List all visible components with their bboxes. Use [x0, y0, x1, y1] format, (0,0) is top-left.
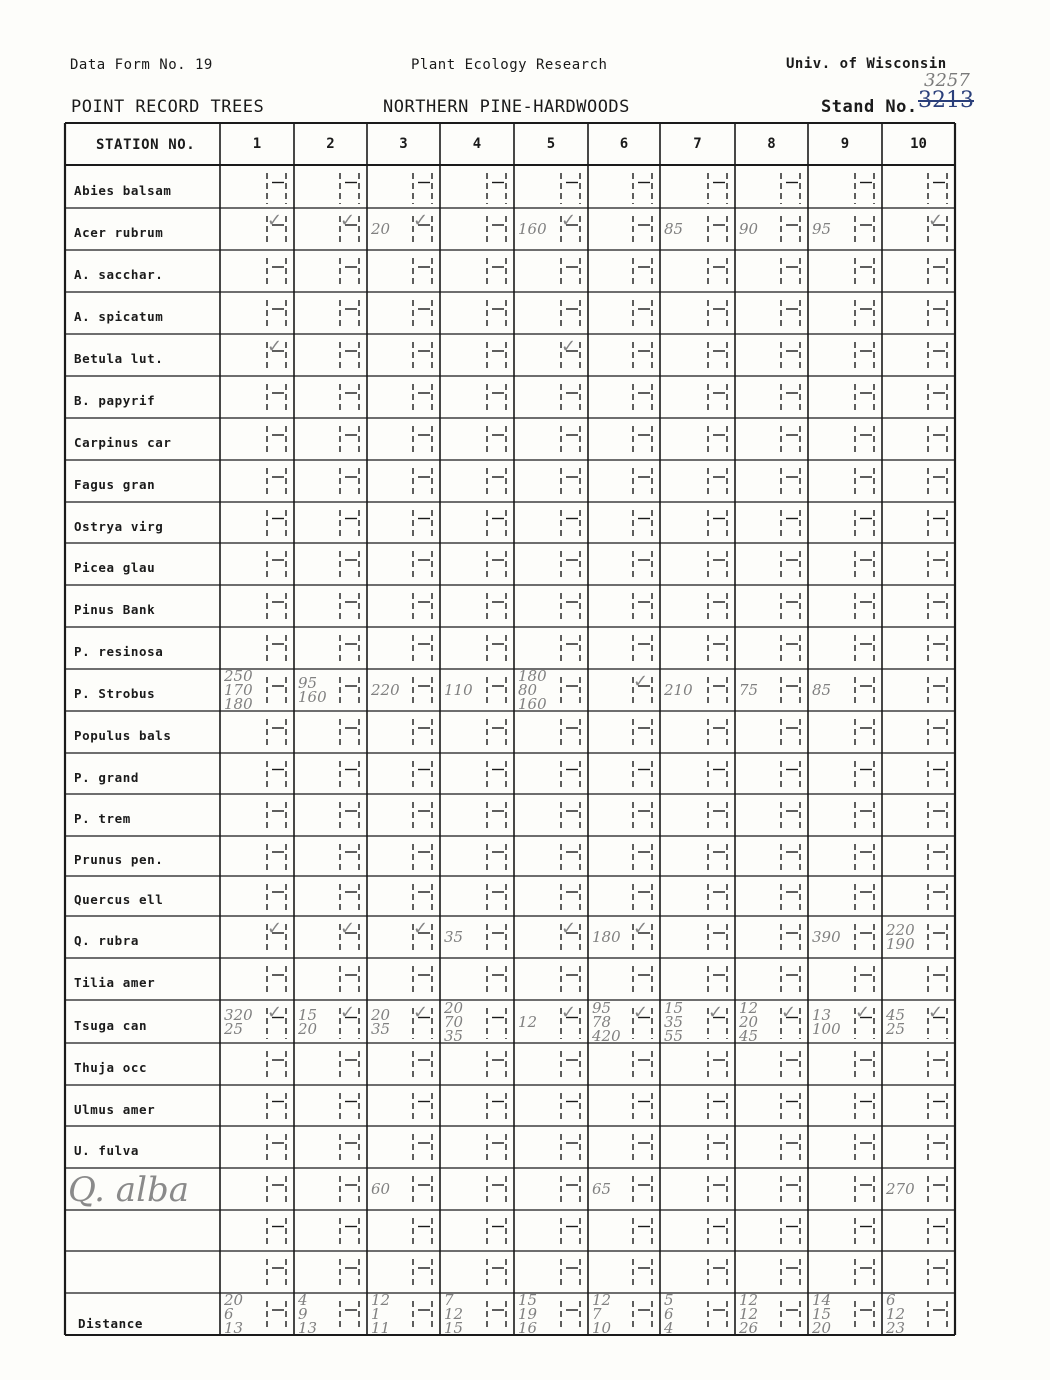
q-alba-entry: 270	[886, 1180, 915, 1198]
check-mark-icon: ✓	[340, 1002, 356, 1023]
p-strobus-entry: 95 160	[298, 674, 327, 706]
check-mark-icon: ✓	[561, 918, 577, 939]
q-rubra-entry: 390	[812, 928, 841, 946]
community-title: NORTHERN PINE-HARDWOODS	[383, 97, 630, 117]
distance-entry: 7 12 15	[444, 1291, 464, 1337]
check-mark-icon: ✓	[633, 671, 649, 692]
distance-entry: 4 9 13	[298, 1291, 318, 1337]
distance-entry: 14 15 20	[812, 1291, 832, 1337]
species-label: A. sacchar.	[74, 267, 164, 282]
tsuga-can-entry: 45 25	[886, 1005, 906, 1038]
distance-entry: 15 19 16	[518, 1291, 538, 1337]
check-mark-icon: ✓	[267, 210, 283, 231]
species-label: P. trem	[74, 811, 131, 826]
station-header-8: 8	[767, 136, 776, 152]
check-mark-icon: ✓	[561, 336, 577, 357]
tsuga-can-entry: 20 70 35	[444, 998, 464, 1045]
species-label: Quercus ell	[74, 892, 164, 907]
q-alba-entry: 60	[371, 1180, 391, 1198]
species-label: Tsuga can	[74, 1017, 148, 1033]
tsuga-can-entry: 12 20 45	[739, 998, 759, 1045]
p-strobus-entry: 220	[371, 681, 400, 699]
check-mark-icon: ✓	[267, 1002, 283, 1023]
species-label: U. fulva	[74, 1143, 140, 1158]
check-mark-icon: ✓	[928, 1002, 944, 1023]
p-strobus-entry: 75	[739, 681, 759, 699]
species-label: Picea glau	[74, 560, 156, 575]
species-label: P. Strobus	[74, 686, 156, 701]
tsuga-can-entry: 13 100	[812, 1005, 841, 1038]
p-strobus-entry: 210	[664, 681, 693, 699]
species-label: A. spicatum	[74, 309, 164, 324]
handwritten-species-label: Q. alba	[68, 1170, 189, 1210]
check-mark-icon: ✓	[781, 1002, 797, 1023]
tsuga-can-entry: 95 78 420	[592, 998, 621, 1045]
species-label: P. resinosa	[74, 644, 164, 659]
species-label: Tilia amer	[74, 975, 156, 990]
station-header-7: 7	[693, 136, 702, 152]
acer-rubrum-entry: 160	[518, 220, 547, 238]
distance-entry: 12 1 11	[371, 1291, 391, 1337]
distance-entry: 5 6 4	[664, 1291, 674, 1337]
check-mark-icon: ✓	[267, 336, 283, 357]
lab-name: Plant Ecology Research	[411, 57, 608, 73]
tsuga-can-entry: 12	[518, 1012, 538, 1031]
species-label: Q. rubra	[74, 933, 140, 948]
species-label: Ulmus amer	[74, 1101, 156, 1117]
acer-rubrum-entry: 95	[812, 220, 832, 238]
tsuga-can-entry: 320 25	[224, 1005, 253, 1038]
p-strobus-entry: 85	[812, 681, 832, 699]
p-strobus-entry: 180 80 160	[518, 667, 547, 713]
acer-rubrum-entry: 90	[739, 220, 759, 238]
species-label: Acer rubrum	[74, 225, 164, 240]
tsuga-can-entry: 15 35 55	[664, 998, 684, 1045]
check-mark-icon: ✓	[855, 1002, 871, 1023]
p-strobus-entry: 110	[444, 681, 473, 699]
station-header-5: 5	[546, 136, 556, 152]
check-mark-icon: ✓	[340, 210, 356, 231]
species-label: Carpinus car	[74, 435, 172, 450]
species-label: Thuja occ	[74, 1060, 148, 1075]
check-mark-icon: ✓	[928, 210, 944, 231]
species-label: Prunus pen.	[74, 852, 164, 867]
check-mark-icon: ✓	[267, 918, 283, 939]
q-alba-entry: 65	[592, 1180, 612, 1198]
distance-entry: 12 7 10	[592, 1291, 612, 1337]
check-mark-icon: ✓	[633, 918, 649, 939]
station-header-6: 6	[619, 136, 629, 152]
check-mark-icon: ✓	[340, 918, 356, 939]
station-header-9: 9	[840, 136, 850, 152]
check-mark-icon: ✓	[708, 1002, 724, 1023]
q-rubra-entry: 180	[592, 928, 621, 946]
station-header-10: 10	[910, 136, 927, 152]
acer-rubrum-entry: 20	[371, 220, 391, 238]
q-rubra-entry: 35	[444, 928, 464, 946]
station-header-1: 1	[252, 136, 262, 152]
station-header-2: 2	[326, 136, 335, 152]
stand-number-new: 3257	[924, 70, 970, 91]
check-mark-icon: ✓	[413, 210, 429, 231]
species-label: B. papyrif	[74, 393, 156, 408]
form-title: POINT RECORD TREES	[71, 97, 265, 117]
species-label: Fagus gran	[74, 477, 156, 492]
form-number: Data Form No. 19	[70, 57, 213, 73]
tsuga-can-entry: 20 35	[371, 1005, 391, 1038]
species-label: Populus bals	[74, 728, 172, 743]
stand-label: Stand No.	[821, 97, 918, 117]
species-label: Pinus Bank	[74, 602, 156, 617]
check-mark-icon: ✓	[561, 1002, 577, 1023]
acer-rubrum-entry: 85	[664, 220, 684, 238]
station-header-4: 4	[472, 136, 482, 152]
station-header-3: 3	[399, 136, 408, 152]
station-label: STATION NO.	[96, 137, 196, 153]
species-label: P. grand	[74, 769, 140, 785]
distance-entry: 12 12 26	[739, 1291, 759, 1337]
species-label: Abies balsam	[74, 182, 172, 198]
check-mark-icon: ✓	[561, 210, 577, 231]
check-mark-icon: ✓	[413, 918, 429, 939]
q-rubra-entry: 220 190	[886, 921, 915, 953]
tsuga-can-entry: 15 20	[298, 1005, 318, 1038]
distance-entry: 6 12 23	[886, 1291, 906, 1337]
check-mark-icon: ✓	[413, 1002, 429, 1023]
stand-number-struck: 3213	[918, 88, 974, 113]
distance-entry: 20 6 13	[224, 1291, 244, 1337]
check-mark-icon: ✓	[633, 1002, 649, 1023]
species-label: Ostrya virg	[74, 518, 164, 534]
p-strobus-entry: 250 170 180	[224, 667, 253, 713]
university-name: Univ. of Wisconsin	[786, 56, 947, 72]
distance-label: Distance	[78, 1316, 144, 1331]
species-label: Betula lut.	[74, 351, 164, 366]
